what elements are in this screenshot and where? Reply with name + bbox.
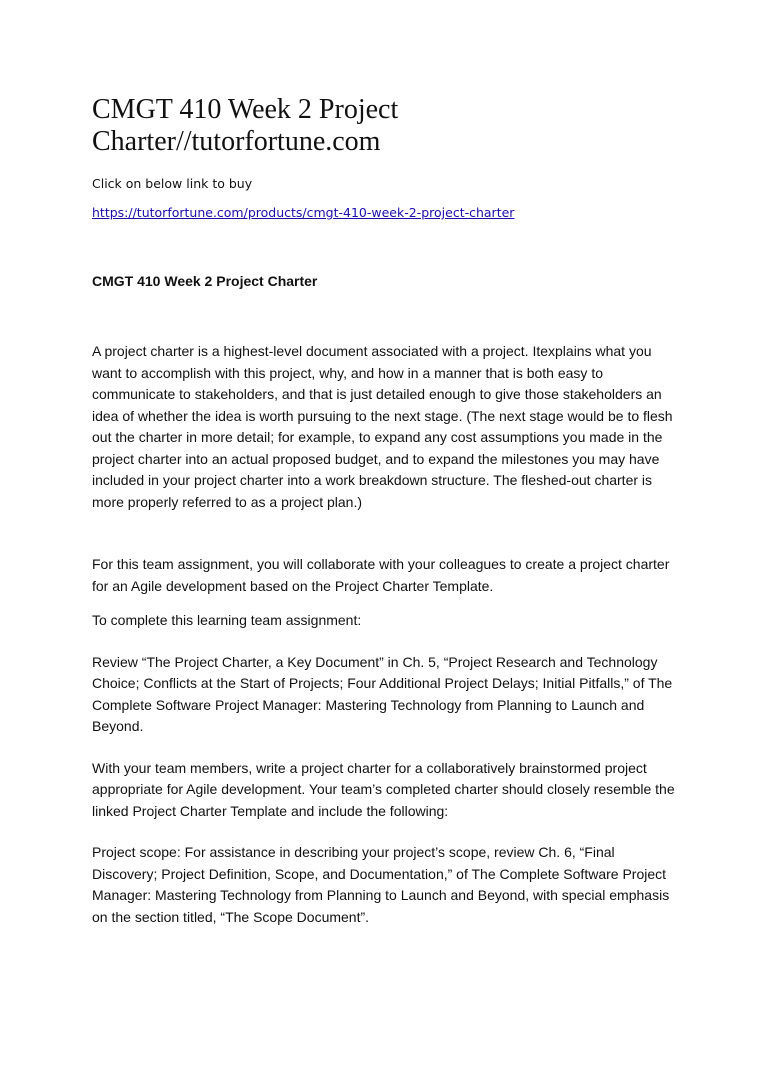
paragraph-write-charter: With your team members, write a project charter for a collaboratively brainstormed project appropriate for Agile development. Your team’s completed charter should closely resemble the linked Project Charter Template and include the following:: [92, 759, 675, 819]
paragraph-complete: To complete this learning team assignment:: [92, 612, 362, 628]
paragraph-intro: A project charter is a highest-level document associated with a project. Itexplains what you want to accomplish with this project, why, and how in a manner that is both easy to communicate to stakeholders, and that is just detailed enough to give those stakeholders an idea of whether the idea is worth pursuing to the next stage. (The next stage would be to flesh out the charter in more detail; for example, to expand any cost assumptions you made in the project charter into an actual proposed budget, and to expand the milestones you may have included in your project charter into a work breakdown structure. The fleshed-out charter is more properly referred to as a project plan.): [92, 343, 673, 510]
paragraph-team-assignment: For this team assignment, you will collaborate with your colleagues to create a project charter for an Agile development based on the Project Charter Template.: [92, 556, 670, 594]
document-body: [92, 94, 682, 928]
buy-instruction: Click on below link to buy: [92, 176, 253, 191]
paragraph-review: Review “The Project Charter, a Key Document” in Ch. 5, “Project Research and Technology Choice; Conflicts at the Start of Projects; Four Additional Project Delays; Initial Pitfalls,” of The Complete Software Project Manager: Mastering Technology from Planning to Launch and Beyond.: [92, 653, 673, 734]
document-title: CMGT 410 Week 2 Project Charter//tutorfortune.com: [92, 94, 399, 157]
paragraph-project-scope: Project scope: For assistance in describing your project’s scope, review Ch. 6, “Final Discovery; Project Definition, Scope, and Documentation,” of The Complete Software Project Manager: Mastering Technology from Planning to Launch and Beyond, with special emphasis on the section titled, “The Scope Document”.: [92, 844, 670, 925]
product-link[interactable]: https://tutorfortune.com/products/cmgt-410-week-2-project-charter: [92, 205, 515, 220]
section-heading: CMGT 410 Week 2 Project Charter: [92, 273, 318, 289]
